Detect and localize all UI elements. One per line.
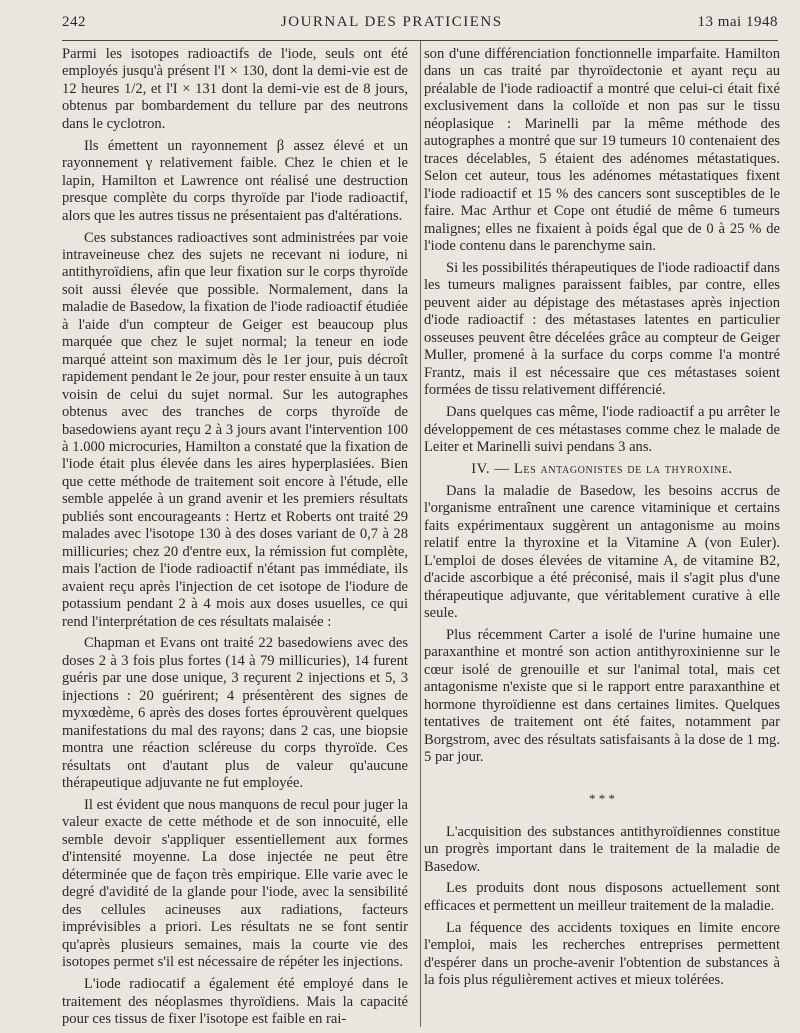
- page-number: 242: [62, 14, 86, 30]
- column-divider: [420, 41, 421, 1027]
- paragraph: Si les possibilités thérapeutiques de l'iode radioactif dans les tumeurs malignes paraissent faibles, par contre, elles peuvent aider au dépistage des métastases après injection d'iode radioactif : des métastases latentes en particulier osseuses peuvent être décelées grâce au compteur de Geiger Muller, promené à la surface du corps comme l'a montré Frantz, mais il est nécessaire que ces métastases soient formées de tissu relativement différencié.: [424, 259, 780, 399]
- paragraph: Ces substances radioactives sont administrées par voie intraveineuse chez des sujets ne recevant ni iodure, ni antithyroïdiens, afin que leur fixation sur le corps thyroïde soit aussi élevée que possible. Normalement, dans la maladie de Basedow, la fixation de l'iode radioactif étudiée à l'aide d'un compteur de Geiger est beaucoup plus marquée que chez le sujet normal; la teneur en iode marqué atteint son maximum dès le 1er jour, puis décroît rapidement pendant le 2e jour, pour rester ensuite à un taux voisin de celui du sujet normal. Sur les autographes obtenus avec des tranches de corps thyroïde de basedowiens ayant reçu 2 à 3 jours avant l'intervention 100 à 1.000 microcuries, Hamilton a constaté que la fixation de l'iode était plus élevée dans les aires hyperplasiées. Bien que cette méthode de traitement soit encore à l'étude, elle semble appelée à un grand avenir et les premiers résultats publiés sont encourageants : Hertz et Roberts ont traité 29 malades avec l'isotope 130 à des doses variant de 0,7 à 28 millicuries; chez 20 d'entre eux, la rémission fut complète, mais l'action de l'iode radioactif n'étant pas immédiate, ils avaient reçu après l'injection de cet isotope de l'iodure de potassium pendant 2 à 4 mois aux doses usuelles, ce qui rend l'interprétation de ces résultats malaisée :: [62, 229, 408, 630]
- right-column: [424, 46, 780, 994]
- journal-title: JOURNAL DES PRATICIENS: [280, 14, 503, 30]
- paragraph: Dans quelques cas même, l'iode radioactif a pu arrêter le développement de ces métastases comme chez le malade de Leiter et Marinelli suivi pendans 3 ans.: [424, 404, 780, 455]
- section-heading: IV. — Les antagonistes de la thyroxine.: [471, 460, 733, 477]
- section-separator: * * *: [589, 790, 615, 806]
- paragraph: Dans la maladie de Basedow, les besoins accrus de l'organisme entraînent une carence vitaminique et certains faits expérimentaux suggèrent un antagonisme au moins relatif entre la thyroxine et la Vitamine A (von Euler). L'emploi de doses élevées de vitamine A, de vitamine B2, d'acide ascorbique a été préconisé, mais il s'agit plus d'une thérapeutique adjuvante, que véritablement curative à elle seule.: [424, 482, 780, 622]
- paragraph: L'iode radiocatif a également été employé dans le traitement des néoplasmes thyroïdiens. Mais la capacité pour ces tissus de fixer l'isotope est faible en rai-: [62, 976, 408, 1027]
- left-column: [62, 46, 408, 1033]
- paragraph: La féquence des accidents toxiques en limite encore l'emploi, mais les recherches entreprises permettent d'espérer dans un proche-avenir l'obtention de substances à la fois plus régulièrement actives et mieux tolérées.: [424, 919, 780, 989]
- issue-date: 13 mai 1948: [697, 14, 778, 30]
- paragraph: son d'une différenciation fonctionnelle imparfaite. Hamilton dans un cas traité par thyroïdectonie et ayant reçu au préalable de l'iode radioactif a montré que celui-ci était fixé exclusivement dans la colloïde et non pas sur le tissu néoplasique : Marinelli par la même méthode des autographes a montré que sur 19 tumeurs 10 contenaient des traces décelables, 5 étaient des adénomes métastatiques. Selon cet auteur, tous les adénomes métastatiques fixent l'iode radioactif et 15 % des cancers sont susceptibles de le faire. Mac Arthur et Cope ont étudié de même 6 tumeurs malignes; elles ne fixaient à poids égal que de 0 à 25 % de l'iode contenu dans le parenchyme sain.: [424, 46, 780, 254]
- running-header: [62, 14, 778, 36]
- paragraph: Chapman et Evans ont traité 22 basedowiens avec des doses 2 à 3 fois plus fortes (14 à 79 millicuries), 14 furent guéris par une dose unique, 3 reçurent 2 injections et 5, 3 injections : 20 guérirent; 4 présentèrent des signes de myxœdème, 6 après des doses fortes éprouvèrent quelques manifestations du mal des rayons; dans 2 cas, une biopsie montra une réaction scléreuse du corps thyroïde. Ces résultats ont d'autant plus de valeur qu'aucune thérapeutique adjuvante ne fut employée.: [62, 635, 408, 792]
- paragraph: Il est évident que nous manquons de recul pour juger la valeur exacte de cette méthode et de son innocuité, elle semble devoir s'appliquer essentiellement aux formes d'intensité moyenne. La dose injectée ne peut être déterminée que de façon très empirique. Elle varie avec le degré d'avidité de la glande pour l'iode, avec la sensibilité des cellules acineuses aux radiations, facteurs imprévisibles a priori. Les résultats ne se font sentir qu'après plusieurs semaines, mais la courte vie des isotopes permet s'il est nécessaire de répéter les injections.: [62, 797, 408, 971]
- paragraph: Parmi les isotopes radioactifs de l'iode, seuls ont été employés jusqu'à présent l'I × 130, dont la demi-vie est de 12 heures 1/2, et l'I × 131 dont la demi-vie est de 8 jours, obtenus par bombardement du tellure par des neutrons dans le cyclotron.: [62, 46, 408, 132]
- paragraph: Plus récemment Carter a isolé de l'urine humaine une paraxanthine et montré son action antithyroxinienne sur le cœur isolé de grenouille et sur l'animal total, mais cet antagonisme n'existe que si le rapport entre paraxanthine et hormone thyroïdienne est dans certaines limites. Quelques tentatives de traitement ont été faites, notamment par Borgstrom, avec des résultats satisfaisants à la dose de 1 mg. 5 par jour.: [424, 627, 780, 766]
- paragraph: Ils émettent un rayonnement β assez élevé et un rayonnement γ relativement faible. Chez le chien et le lapin, Hamilton et Lawrence ont réalisé une destruction presque complète du corps thyroïde par l'iode radioactif, alors que les autres tissus ne présentaient pas d'altérations.: [62, 137, 408, 224]
- paragraph: Les produits dont nous disposons actuellement sont efficaces et permettent un meilleur traitement de la maladie.: [424, 880, 780, 914]
- paragraph: L'acquisition des substances antithyroïdiennes constitue un progrès important dans le traitement de la maladie de Basedow.: [424, 823, 780, 875]
